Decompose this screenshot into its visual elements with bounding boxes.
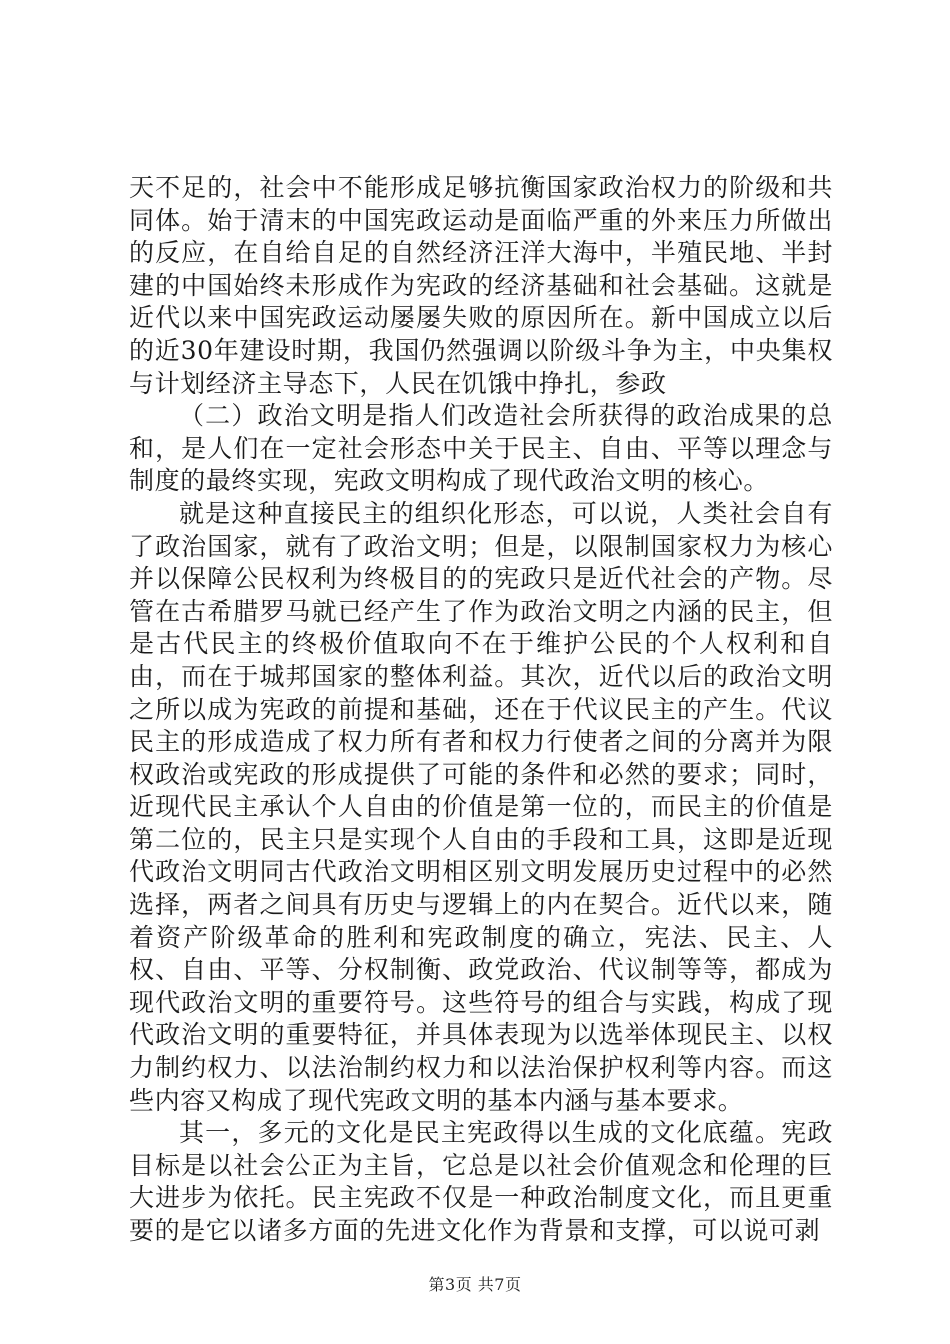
page-footer: 第3页 共7页 bbox=[428, 1275, 522, 1294]
paragraph-2: （二）政治文明是指人们改造社会所获得的政治成果的总和，是人们在一定社会形态中关于民主、自由、平等以理念与制度的最终实现，宪政文明构成了现代政治文明的核心。 bbox=[129, 401, 833, 496]
document-body bbox=[129, 172, 833, 1248]
paragraph-1: 天不足的，社会中不能形成足够抗衡国家政治权力的阶级和共同体。始于清末的中国宪政运动是面临严重的外来压力所做出的反应，在自给自足的自然经济汪洋大海中，半殖民地、半封建的中国始终未形成作为宪政的经济基础和社会基础。这就是近代以来中国宪政运动屡屡失败的原因所在。新中国成立以后的近30年建设时期，我国仍然强调以阶级斗争为主，中央集权与计划经济主导态下，人民在饥饿中挣扎，参政 bbox=[129, 173, 833, 398]
paragraph-3: 就是这种直接民主的组织化形态，可以说，人类社会自有了政治国家，就有了政治文明；但是，以限制国家权力为核心并以保障公民权利为终极目的的宪政只是近代社会的产物。尽管在古希腊罗马就已经产生了作为政治文明之内涵的民主，但是古代民主的终极价值取向不在于维护公民的个人权利和自由，而在于城邦国家的整体利益。其次，近代以后的政治文明之所以成为宪政的前提和基础，还在于代议民主的产生。代议民主的形成造成了权力所有者和权力行使者之间的分离并为限权政治或宪政的形成提供了可能的条件和必然的要求；同时，近现代民主承认个人自由的价值是第一位的，而民主的价值是第二位的，民主只是实现个人自由的手段和工具，这即是近现代政治文明同古代政治文明相区别文明发展历史过程中的必然选择，两者之间具有历史与逻辑上的内在契合。近代以来，随着资产阶级革命的胜利和宪政制度的确立，宪法、民主、人权、自由、平等、分权制衡、政党政治、代议制等等，都成为现代政治文明的重要符号。这些符号的组合与实践，构成了现代政治文明的重要特征，并具体表现为以选举体现民主、以权力制约权力、以法治制约权力和以法治保护权利等内容。而这些内容又构成了现代宪政文明的基本内涵与基本要求。 bbox=[129, 498, 833, 1115]
paragraph-4: 其一，多元的文化是民主宪政得以生成的文化底蕴。宪政目标是以社会公正为主旨，它总是以社会价值观念和伦理的巨大进步为依托。民主宪政不仅是一种政治制度文化，而且更重要的是它以诸多方面的先进文化作为背景和支撑，可以说可剥 bbox=[129, 1118, 833, 1245]
